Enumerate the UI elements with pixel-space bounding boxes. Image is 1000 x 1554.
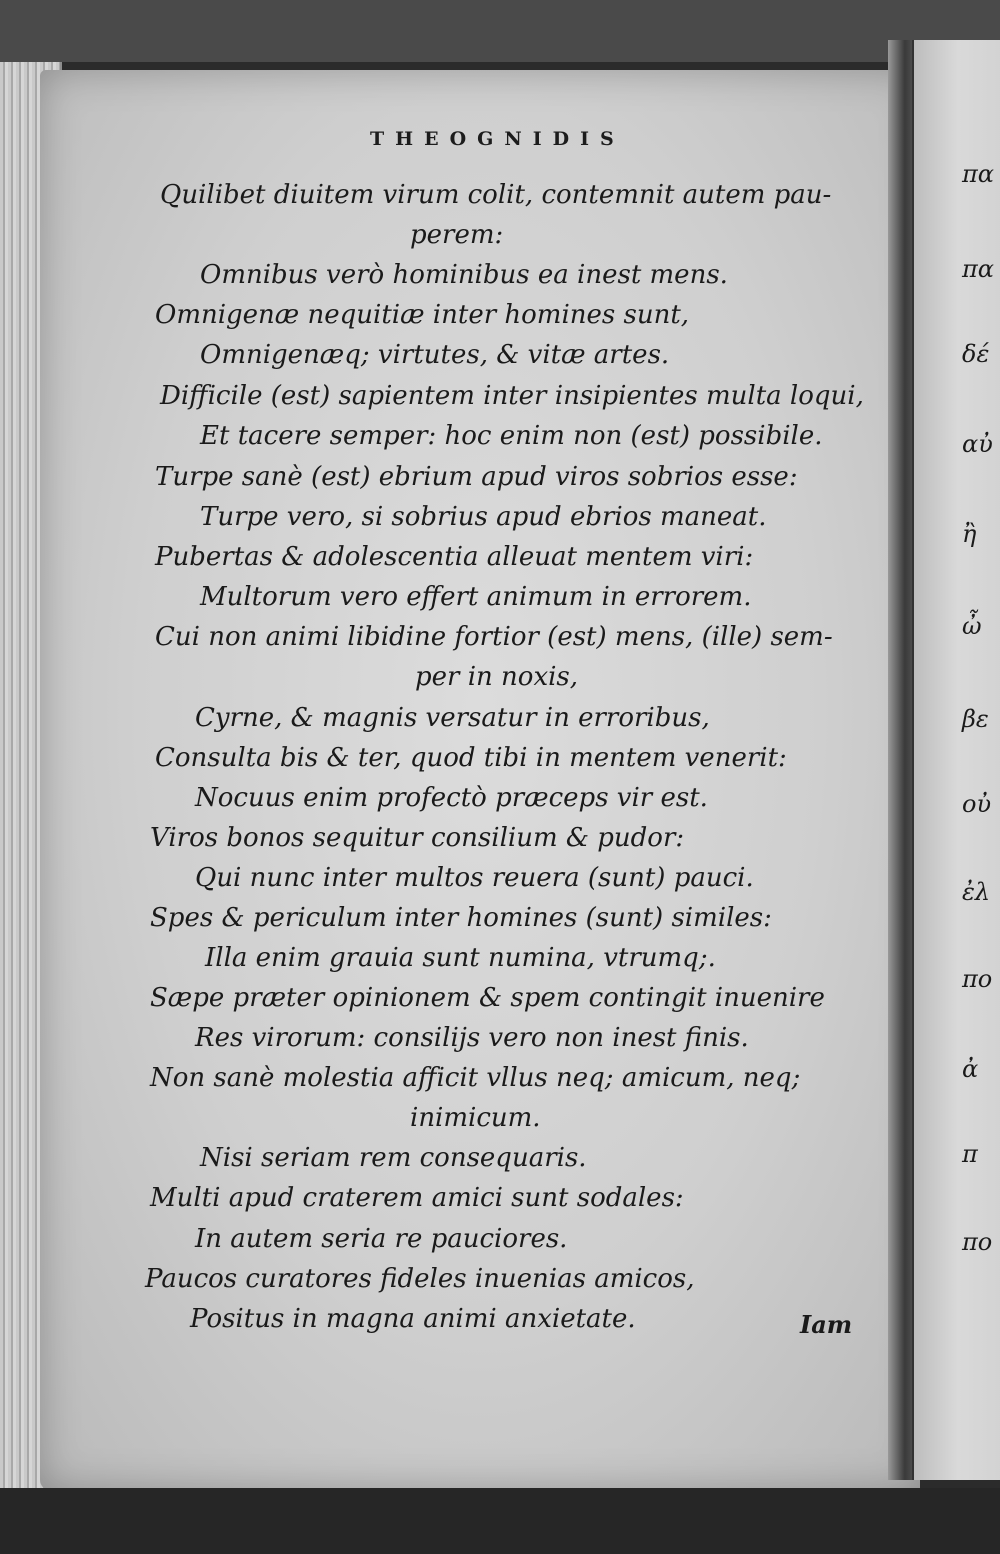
greek-fragment: οὐ bbox=[962, 790, 992, 818]
verse-line: per in noxis, bbox=[415, 662, 579, 692]
verse-line: Positus in magna animi anxietate. bbox=[190, 1304, 636, 1334]
book-cover-edge bbox=[0, 0, 1000, 62]
verse-line: Cyrne, & magnis versatur in erroribus, bbox=[195, 703, 710, 733]
running-head: THEOGNIDIS bbox=[370, 128, 625, 150]
verse-line: Multorum vero effert animum in errorem. bbox=[200, 582, 752, 612]
verse-line: Et tacere semper: hoc enim non (est) possibile. bbox=[200, 421, 823, 451]
catchword: Iam bbox=[800, 1310, 853, 1339]
verse-line: Turpe vero, si sobrius apud ebrios maneat. bbox=[200, 502, 767, 532]
verse-line: In autem seria re pauciores. bbox=[195, 1224, 568, 1254]
verse-line: Spes & periculum inter homines (sunt) similes: bbox=[150, 903, 772, 933]
verse-line: Qui nunc inter multos reuera (sunt) pauci. bbox=[195, 863, 754, 893]
verse-line: Turpe sanè (est) ebrium apud viros sobrios esse: bbox=[155, 462, 798, 492]
verse-line: Viros bonos sequitur consilium & pudor: bbox=[150, 823, 685, 853]
verse-line: Pubertas & adolescentia alleuat mentem viri: bbox=[155, 542, 754, 572]
greek-fragment: δέ bbox=[962, 340, 990, 368]
greek-fragment: πα bbox=[962, 255, 994, 283]
verse-line: Omnigenæ nequitiæ inter homines sunt, bbox=[155, 300, 690, 330]
greek-fragment: πα bbox=[962, 160, 994, 188]
verse-line: Omnigenæq; virtutes, & vitæ artes. bbox=[200, 340, 670, 370]
verse-line: Quilibet diuitem virum colit, contemnit autem pau- bbox=[160, 180, 832, 210]
verse-line: Consulta bis & ter, quod tibi in mentem venerit: bbox=[155, 743, 787, 773]
greek-fragment: ἐλ bbox=[962, 878, 991, 906]
verse-line: Illa enim grauia sunt numina, vtrumq;. bbox=[205, 943, 716, 973]
verse-line: Cui non animi libidine fortior (est) mens, (ille) sem- bbox=[155, 622, 833, 652]
greek-fragment: βε bbox=[962, 705, 989, 733]
verse-line: Nisi seriam rem consequaris. bbox=[200, 1143, 587, 1173]
verse-line: Paucos curatores fideles inuenias amicos, bbox=[145, 1264, 695, 1294]
greek-fragment: ὦ bbox=[962, 612, 982, 640]
greek-fragment: π bbox=[962, 1140, 978, 1168]
verse-line: Multi apud craterem amici sunt sodales: bbox=[150, 1183, 684, 1213]
greek-fragment: πο bbox=[962, 965, 993, 993]
verse-line: Non sanè molestia afficit vllus neq; amicum, neq; bbox=[150, 1063, 801, 1093]
verse-line: Omnibus verò hominibus ea inest mens. bbox=[200, 260, 728, 290]
verse-line: Difficile (est) sapientem inter insipientes multa loqui, bbox=[160, 381, 864, 411]
verse-line: Res virorum: consilijs vero non inest finis. bbox=[195, 1023, 749, 1053]
verse-line: perem: bbox=[410, 220, 504, 250]
verse-line: inimicum. bbox=[410, 1103, 541, 1133]
greek-fragment: αὐ bbox=[962, 430, 993, 458]
verse-line: Nocuus enim profectò præceps vir est. bbox=[195, 783, 708, 813]
greek-fragment: ἀ bbox=[962, 1055, 979, 1083]
greek-fragment: ἢ bbox=[962, 520, 977, 548]
greek-fragment: πο bbox=[962, 1228, 993, 1256]
verse-line: Sæpe præter opinionem & spem contingit inuenire bbox=[150, 983, 825, 1013]
background-surface bbox=[0, 1488, 1000, 1554]
